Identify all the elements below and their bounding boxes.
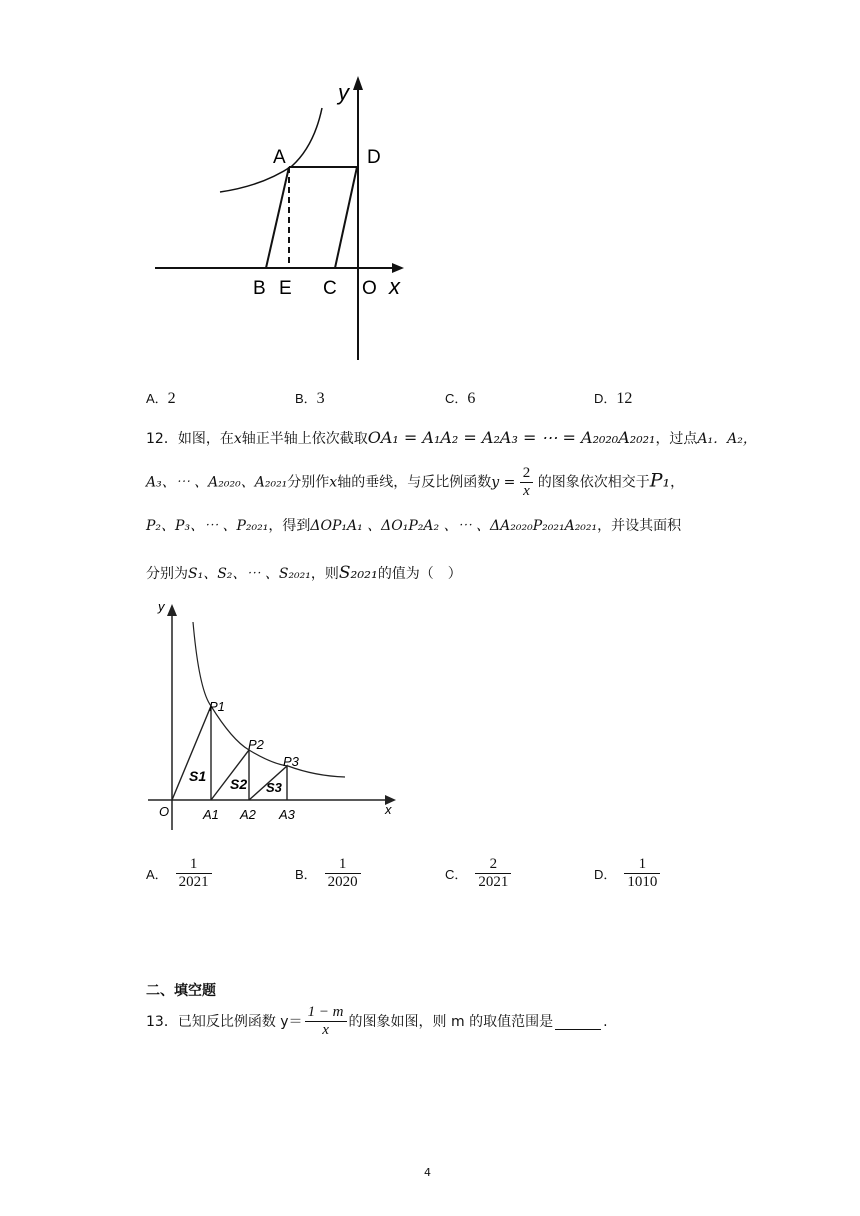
- fig1-DC: [335, 167, 357, 268]
- q12-l2-t2: 轴的垂线，与反比例函数: [337, 474, 492, 491]
- fig2-label-p1: P1: [209, 699, 225, 714]
- option-letter: B．: [295, 391, 317, 406]
- q13-tail: 的图象如图，则 m 的取值范围是: [348, 1013, 554, 1030]
- q12-l2-fn: y =: [491, 474, 516, 491]
- q12-l2-a: A₃、⋯ 、A₂₀₂₀、A₂₀₂₁: [146, 474, 288, 491]
- fig2-y-arrow: [167, 604, 177, 616]
- fraction-denominator: x: [322, 1022, 329, 1038]
- q12-l4-s: S₁、S₂、⋯ 、S₂₀₂₁: [188, 566, 311, 582]
- q12-l2-t3: 的图象依次相交于: [537, 474, 650, 491]
- q12-l2-p1: P₁: [649, 469, 671, 492]
- q12-option-b[interactable]: [295, 856, 361, 891]
- q13-line: [146, 1004, 608, 1039]
- fraction-numerator: 2: [522, 465, 531, 481]
- section-title: 二、填空题: [146, 983, 216, 999]
- option-value: 2: [167, 390, 176, 407]
- figure-2: [145, 595, 405, 830]
- fraction-numerator: 1: [638, 856, 647, 872]
- q12-a1: A₁: [697, 431, 714, 447]
- fig1-label-A: A: [273, 147, 286, 168]
- option-fraction: [475, 856, 511, 891]
- fraction-numerator: 1: [338, 856, 347, 872]
- option-letter: D．: [594, 867, 617, 882]
- option-letter: C．: [445, 391, 468, 406]
- q11-option-a[interactable]: [146, 388, 176, 408]
- fraction-denominator: 2021: [478, 874, 509, 890]
- fig2-label-x: x: [385, 802, 392, 817]
- q12-option-c[interactable]: [445, 856, 511, 891]
- option-letter: A．: [146, 867, 168, 882]
- q11-option-c[interactable]: [445, 388, 475, 408]
- fraction-denominator: 1010: [627, 874, 658, 890]
- fig2-triangle-2: [211, 750, 249, 800]
- q12-l4-s2021: S₂₀₂₁: [338, 563, 378, 583]
- option-fraction: [624, 856, 660, 891]
- fraction-numerator: 2: [489, 856, 498, 872]
- q11-option-b[interactable]: [295, 388, 325, 408]
- fig1-x-arrow: [392, 263, 404, 273]
- fig1-y-arrow: [353, 76, 363, 90]
- option-letter: B．: [295, 867, 317, 882]
- q12-l4-t2: ，则: [310, 566, 339, 582]
- q12-line-3: [146, 516, 681, 536]
- fraction-numerator: 1: [189, 856, 198, 872]
- q12-l3-t2: ，并设其面积: [597, 518, 682, 534]
- fig2-label-origin: O: [159, 804, 170, 819]
- q12-option-a[interactable]: [146, 856, 212, 891]
- q13-end: .: [603, 1013, 608, 1030]
- option-fraction: [325, 856, 361, 891]
- q12-line-1: [146, 428, 757, 449]
- q12-l2-end: ，: [670, 474, 685, 491]
- q12-chain: OA₁ = A₁A₂ = A₂A₃ = ⋯ = A₂₀₂₀A₂₀₂₁: [367, 428, 656, 447]
- fig1-curve: [220, 108, 322, 192]
- q12-l3-tri: ΔOP₁A₁ 、ΔO₁P₂A₂ 、⋯ 、ΔA₂₀₂₀P₂₀₂₁A₂₀₂₁: [310, 518, 598, 534]
- option-value: 3: [316, 390, 325, 407]
- fraction-denominator: 2020: [327, 874, 358, 890]
- fig2-triangle-1: [172, 706, 211, 800]
- fig2-label-s3: S3: [266, 780, 282, 795]
- q12-l3-a: P₂、P₃、⋯ 、P₂₀₂₁: [146, 518, 269, 534]
- fig1-label-y: y: [338, 80, 349, 105]
- fig1-label-D: D: [367, 147, 381, 168]
- fig2-label-s1: S1: [189, 768, 207, 784]
- fig1-label-O: O: [362, 278, 377, 299]
- fraction-denominator: 2021: [178, 874, 209, 890]
- option-letter: C．: [445, 867, 468, 882]
- figure-1: [140, 70, 420, 370]
- fig1-label-x: x: [389, 274, 400, 299]
- fig1-label-C: C: [323, 278, 337, 299]
- fig1-label-E: E: [279, 278, 292, 299]
- fig1-label-B: B: [253, 278, 266, 299]
- fig2-label-s2: S2: [230, 776, 248, 792]
- option-letter: A．: [146, 391, 168, 406]
- option-letter: D．: [594, 391, 617, 406]
- q12-line-4: [146, 563, 462, 584]
- option-value: 6: [467, 390, 476, 407]
- option-value: 12: [616, 390, 633, 407]
- q12-l2-x: x: [329, 474, 338, 491]
- q12-l4-t1: 分别为: [146, 566, 188, 582]
- q12-fraction: [520, 465, 534, 500]
- q12-l4-t3: 的值为（ ）: [377, 566, 462, 582]
- fraction-numerator: 1 − m: [307, 1004, 344, 1020]
- fig2-label-a1: A1: [203, 807, 219, 822]
- q12-l2-t1: 分别作: [287, 474, 330, 491]
- q13-fraction: [305, 1004, 347, 1039]
- fig2-label-p2: P2: [248, 737, 264, 752]
- fraction-denominator: x: [523, 483, 530, 499]
- fig2-label-a2: A2: [240, 807, 256, 822]
- answer-blank[interactable]: [555, 1013, 601, 1030]
- q12-option-d[interactable]: [594, 856, 660, 891]
- option-fraction: [176, 856, 212, 891]
- q11-option-d[interactable]: [594, 388, 632, 408]
- q13-lead: 13．已知反比例函数 y＝: [146, 1013, 303, 1030]
- q12-lead: 12．如图，在: [146, 431, 234, 447]
- q12-t2: ，过点: [655, 431, 698, 447]
- fig1-AB: [266, 167, 289, 268]
- fig2-label-a3: A3: [279, 807, 295, 822]
- fig2-label-y: y: [158, 599, 165, 614]
- fig2-label-p3: P3: [283, 754, 299, 769]
- q12-t1: 轴正半轴上依次截取: [241, 431, 368, 447]
- q12-x1: x: [233, 431, 242, 447]
- page-number: 4: [424, 1166, 431, 1179]
- q12-l3-t1: ，得到: [268, 518, 311, 534]
- q12-t3: ．A₂，: [713, 431, 757, 447]
- q12-line-2: [146, 465, 684, 500]
